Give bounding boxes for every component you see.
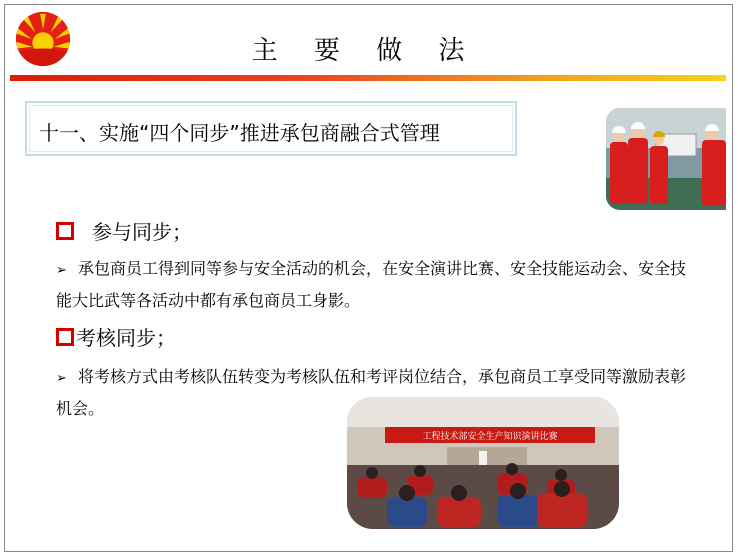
banner-text: 工程技术部安全生产知识演讲比赛 (422, 432, 558, 442)
item-text (56, 254, 696, 316)
auditorium-photo (347, 397, 619, 529)
item-heading-label: 考核同步； (76, 326, 176, 350)
item-heading (56, 322, 176, 351)
header-divider (10, 75, 726, 81)
arrow-bullet-icon: ➢ (56, 371, 67, 386)
petrochina-logo (14, 10, 72, 68)
item-text-body: 将考核方式由考核队伍转变为考核队伍和考评岗位结合，承包商员工享受同等激励表彰机会。 (56, 367, 687, 418)
page-title: 主 要 做 法 (251, 36, 479, 66)
section-title: 十一、实施“四个同步”推进承包商融合式管理 (39, 121, 440, 145)
arrow-bullet-icon: ➢ (56, 263, 67, 278)
workers-photo (606, 108, 726, 210)
section-title-box (25, 101, 517, 156)
square-bullet-icon (56, 222, 74, 240)
square-bullet-icon (56, 328, 74, 346)
item-heading (56, 216, 192, 245)
item-text-body: 承包商员工得到同等参与安全活动的机会，在安全演讲比赛、安全技能运动会、安全技能大比武等各活动中都有承包商员工身影。 (56, 259, 687, 310)
item-heading-label: 参与同步； (92, 220, 192, 244)
